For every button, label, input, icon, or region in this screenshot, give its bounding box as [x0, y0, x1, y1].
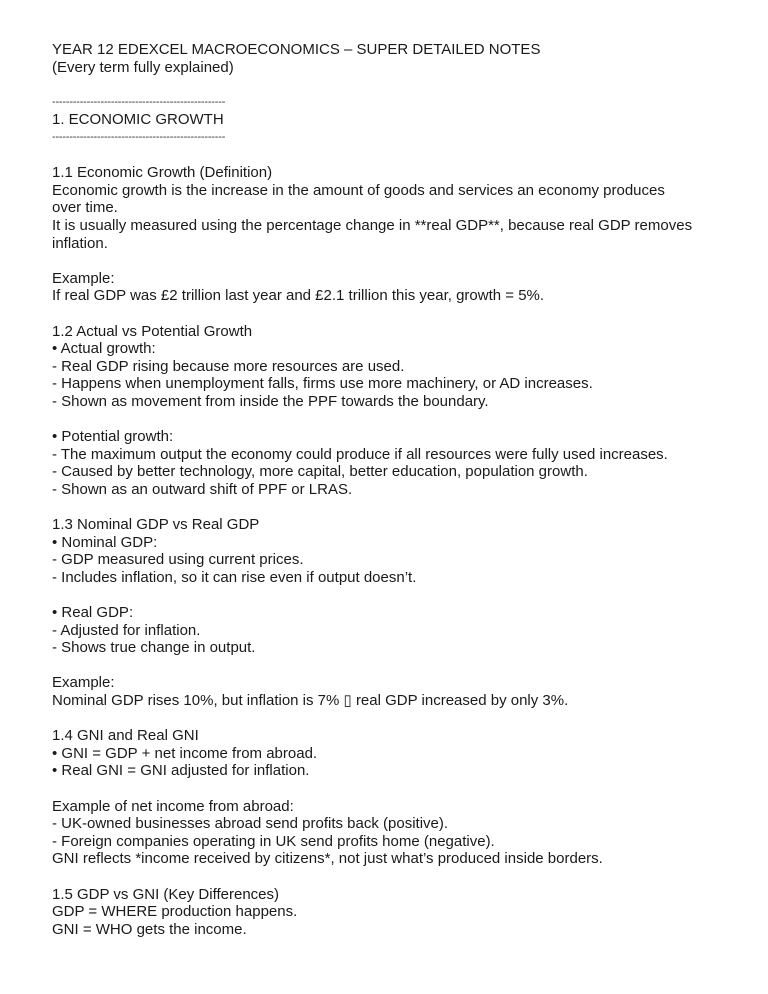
blank-line [52, 586, 732, 604]
text-line: - Shown as movement from inside the PPF towards the boundary. [52, 392, 489, 410]
text-line: 1.3 Nominal GDP vs Real GDP [52, 516, 260, 534]
text-line: Example of net income from abroad: [52, 797, 294, 815]
text-line: - GDP measured using current prices. [52, 551, 304, 569]
text-line: 1.4 GNI and Real GNI [52, 727, 199, 745]
text-line: 1.2 Actual vs Potential Growth [52, 322, 253, 340]
document-body [52, 41, 732, 938]
text-line: - UK-owned businesses abroad send profits back (positive). [52, 815, 449, 833]
blank-line [52, 305, 732, 323]
text-line: - Real GDP rising because more resources are used. [52, 357, 405, 375]
text-line: - Happens when unemployment falls, firms use more machinery, or AD increases. [52, 375, 593, 393]
text-line: 1.5 GDP vs GNI (Key Differences) [52, 885, 280, 903]
text-line: GDP = WHERE production happens. [52, 903, 298, 921]
text-line: - The maximum output the economy could produce if all resources were fully used increases. [52, 445, 668, 463]
text-line: - Includes inflation, so it can rise even if output doesn’t. [52, 568, 417, 586]
text-line: Example: [52, 674, 115, 692]
text-line: - Shown as an outward shift of PPF or LRAS. [52, 480, 353, 498]
divider-line: -------------------------------------------------- [52, 130, 226, 143]
text-line: Example: [52, 269, 115, 287]
text-line: - Shows true change in output. [52, 639, 256, 657]
text-line: GNI = WHO gets the income. [52, 920, 247, 938]
blank-line [52, 76, 732, 94]
text-line: It is usually measured using the percentage change in **real GDP**, because real GDP removes [52, 216, 693, 234]
text-line: - Foreign companies operating in UK send profits home (negative). [52, 832, 495, 850]
blank-line [52, 868, 732, 886]
divider-line: -------------------------------------------------- [52, 95, 226, 108]
text-line: • Nominal GDP: [52, 533, 158, 551]
text-line: inflation. [52, 234, 108, 252]
text-line: Economic growth is the increase in the amount of goods and services an economy produces [52, 181, 665, 199]
text-line: • Real GNI = GNI adjusted for inflation. [52, 762, 310, 780]
text-line: If real GDP was £2 trillion last year and £2.1 trillion this year, growth = 5%. [52, 287, 545, 305]
text-line: over time. [52, 199, 118, 217]
text-line: Nominal GDP rises 10%, but inflation is 7% ▯ real GDP increased by only 3%. [52, 691, 569, 709]
text-line: • Real GDP: [52, 604, 134, 621]
blank-line [52, 252, 732, 270]
blank-line [52, 780, 732, 798]
text-line: 1.1 Economic Growth (Definition) [52, 164, 273, 182]
text-line: 1. ECONOMIC GROWTH [52, 111, 224, 129]
text-line: GNI reflects *income received by citizens*, not just what’s produced inside borders. [52, 850, 603, 868]
blank-line [52, 710, 732, 728]
text-line: YEAR 12 EDEXCEL MACROECONOMICS – SUPER DETAILED NOTES [52, 41, 541, 58]
blank-line [52, 657, 732, 675]
text-line: • Potential growth: [52, 428, 174, 446]
text-line: - Caused by better technology, more capital, better education, population growth. [52, 463, 588, 481]
text-line: • Actual growth: [52, 340, 156, 358]
text-line: - Adjusted for inflation. [52, 621, 201, 639]
blank-line [52, 410, 732, 428]
text-line: (Every term fully explained) [52, 58, 234, 76]
blank-line [52, 147, 732, 165]
text-line: • GNI = GDP + net income from abroad. [52, 744, 318, 762]
blank-line [52, 498, 732, 516]
